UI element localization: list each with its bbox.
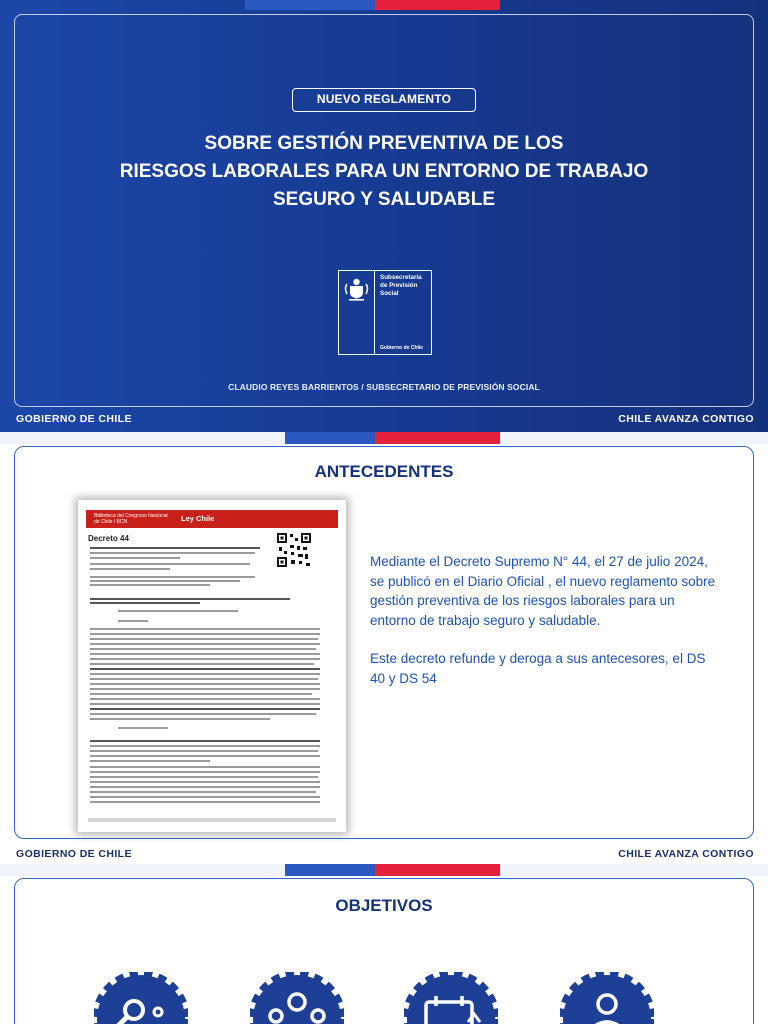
logo-bottom: Gobierno de Chile xyxy=(380,345,424,351)
footer-left: GOBIERNO DE CHILE xyxy=(16,848,132,860)
logo-line-3: Social xyxy=(380,290,399,297)
brand-name: Ley Chile xyxy=(181,514,215,523)
regulation-badge: NUEVO REGLAMENTO xyxy=(292,88,476,112)
magnifier-icon xyxy=(94,972,188,1024)
person-icon xyxy=(560,972,654,1024)
title-line: SEGURO Y SALUDABLE xyxy=(272,189,496,210)
document-header xyxy=(86,510,338,528)
flag-stripe-blue xyxy=(245,0,375,10)
library-name: Biblioteca del Congreso Nacional de Chile / BCN xyxy=(94,513,168,525)
slide-title xyxy=(60,130,708,214)
footer-left: GOBIERNO DE CHILE xyxy=(16,413,132,425)
antecedentes-text xyxy=(370,552,720,707)
decree-document-image xyxy=(78,500,346,832)
subsecretaria-logo xyxy=(338,270,432,355)
flag-stripe-blue xyxy=(285,432,375,444)
decree-number: Decreto 44 xyxy=(88,534,129,543)
document-footer xyxy=(88,818,336,822)
flag-stripe-blue xyxy=(285,864,375,876)
paragraph: Este decreto refunde y deroga a sus antecesores, el DS 40 y DS 54 xyxy=(370,651,706,686)
section-heading: OBJETIVOS xyxy=(335,896,433,915)
qr-code-icon xyxy=(276,532,312,568)
title-line: SOBRE GESTIÓN PREVENTIVA DE LOS xyxy=(204,133,564,154)
calendar-icon xyxy=(404,972,498,1024)
footer-right: CHILE AVANZA CONTIGO xyxy=(618,413,754,425)
coat-of-arms-icon xyxy=(346,279,368,301)
flag-stripe-red xyxy=(375,0,500,10)
title-line: RIESGOS LABORALES PARA UN ENTORNO DE TRABAJO xyxy=(119,161,649,182)
section-heading: ANTECEDENTES xyxy=(314,462,454,481)
objetivos-slide xyxy=(0,864,768,1024)
flag-stripe-red xyxy=(375,864,500,876)
author-line: CLAUDIO REYES BARRIENTOS / SUBSECRETARIO DE PREVISIÓN SOCIAL xyxy=(228,382,540,392)
flag-stripe-red xyxy=(375,432,500,444)
group-icon xyxy=(250,972,344,1024)
title-slide xyxy=(0,0,768,432)
antecedentes-slide xyxy=(0,432,768,864)
footer-right: CHILE AVANZA CONTIGO xyxy=(618,848,754,860)
paragraph: Mediante el Decreto Supremo N° 44, el 27 de julio 2024, se publicó en el Diario Oficial , el nuevo reglamento sobre gestión preventiva de los riesgos laborales para un entorno de trabajo seguro y saludable. xyxy=(370,554,716,628)
logo-line-2: de Previsión xyxy=(380,282,418,289)
logo-line-1: Subsecretaría xyxy=(380,274,422,281)
